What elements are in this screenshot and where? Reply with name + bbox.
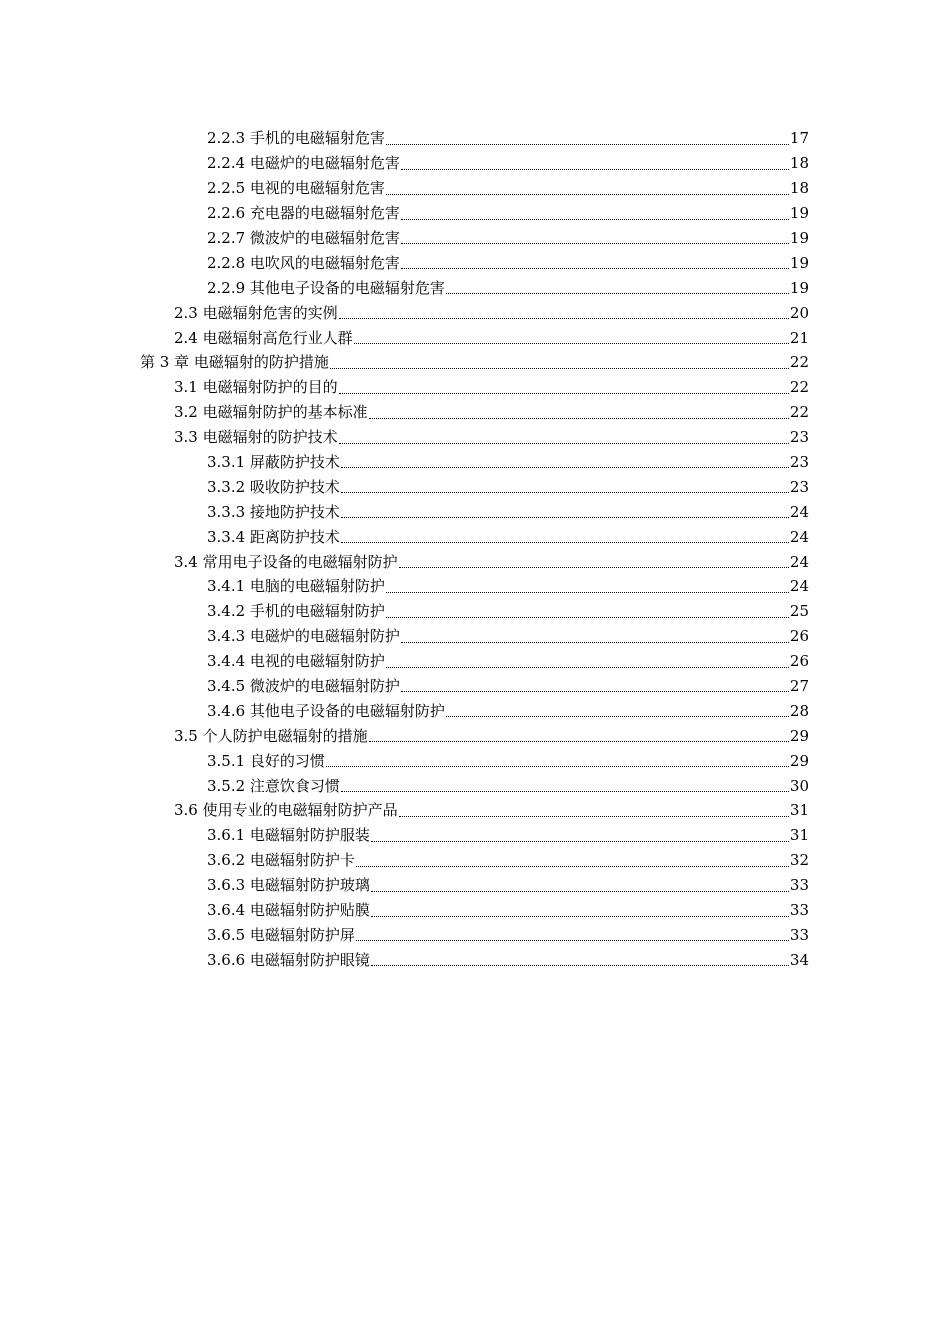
toc-entry[interactable] xyxy=(0,375,950,400)
toc-entry[interactable] xyxy=(0,923,950,948)
toc-entry-page-number: 23 xyxy=(789,453,809,472)
toc-entry-title: 2.2.7 微波炉的电磁辐射危害 xyxy=(207,229,400,247)
toc-entry[interactable] xyxy=(0,574,950,599)
toc-entry-page-number: 22 xyxy=(789,378,809,397)
toc-dot-leader xyxy=(371,890,789,892)
toc-entry-page-number: 18 xyxy=(789,179,809,198)
toc-dot-leader xyxy=(369,417,789,419)
toc-dot-leader xyxy=(371,915,789,917)
toc-entry-title: 3.3.4 距离防护技术 xyxy=(207,527,340,546)
toc-entry[interactable] xyxy=(0,898,950,923)
toc-entry-page-number: 22 xyxy=(789,353,809,372)
toc-entry-page-number: 19 xyxy=(789,229,809,247)
toc-entry-title: 3.3.1 屏蔽防护技术 xyxy=(207,453,340,472)
toc-entry-title: 2.2.5 电视的电磁辐射危害 xyxy=(207,179,385,198)
toc-dot-leader xyxy=(339,442,789,444)
toc-entry-page-number: 23 xyxy=(789,428,809,447)
toc-entry[interactable] xyxy=(0,425,950,450)
toc-dot-leader xyxy=(446,292,789,294)
toc-entry-page-number: 21 xyxy=(789,328,809,347)
toc-entry-title: 3.4.4 电视的电磁辐射防护 xyxy=(207,652,385,671)
toc-entry-page-number: 25 xyxy=(789,602,809,621)
toc-entry-page-number: 18 xyxy=(789,154,809,173)
toc-entry[interactable] xyxy=(0,698,950,723)
toc-entry[interactable] xyxy=(0,126,950,151)
toc-entry-title: 3.6.1 电磁辐射防护服装 xyxy=(207,826,370,845)
toc-dot-leader xyxy=(330,367,789,369)
toc-entry-title: 3.5.1 良好的习惯 xyxy=(207,751,325,770)
toc-entry-title: 3.4.6 其他电子设备的电磁辐射防护 xyxy=(207,701,445,720)
toc-entry-page-number: 29 xyxy=(789,726,809,745)
toc-entry-title: 2.2.8 电吹风的电磁辐射危害 xyxy=(207,253,400,272)
toc-entry-title: 2.2.6 充电器的电磁辐射危害 xyxy=(207,204,400,223)
toc-entry-page-number: 26 xyxy=(789,652,809,671)
toc-entry[interactable] xyxy=(0,226,950,251)
toc-entry[interactable] xyxy=(0,325,950,350)
toc-entry-title: 3.1 电磁辐射防护的目的 xyxy=(174,378,338,397)
toc-entry-title: 3.4.1 电脑的电磁辐射防护 xyxy=(207,577,385,596)
toc-entry-page-number: 28 xyxy=(789,701,809,720)
toc-entry-page-number: 33 xyxy=(789,876,809,895)
toc-dot-leader xyxy=(386,193,789,195)
toc-entry-title: 2.2.4 电磁炉的电磁辐射危害 xyxy=(207,154,400,173)
toc-entry-page-number: 27 xyxy=(789,677,809,696)
toc-dot-leader xyxy=(371,964,789,966)
toc-entry-page-number: 34 xyxy=(789,950,809,969)
toc-entry[interactable] xyxy=(0,400,950,425)
toc-entry-page-number: 33 xyxy=(789,925,809,944)
toc-dot-leader xyxy=(386,666,789,668)
toc-entry-title: 3.6.5 电磁辐射防护屏 xyxy=(207,925,355,944)
toc-dot-leader xyxy=(369,740,789,742)
toc-entry-page-number: 26 xyxy=(789,627,809,646)
toc-entry-title: 2.3 电磁辐射危害的实例 xyxy=(174,303,338,322)
toc-entry-title: 2.2.9 其他电子设备的电磁辐射危害 xyxy=(207,278,445,297)
toc-dot-leader xyxy=(326,765,789,767)
toc-dot-leader xyxy=(401,267,789,269)
toc-entry[interactable] xyxy=(0,350,950,375)
toc-entry-page-number: 17 xyxy=(789,129,809,148)
toc-entry-page-number: 20 xyxy=(789,303,809,322)
toc-entry-title: 3.6 使用专业的电磁辐射防护产品 xyxy=(174,801,398,820)
toc-entry-page-number: 24 xyxy=(789,502,809,521)
toc-entry-page-number: 33 xyxy=(789,901,809,920)
toc-entry-title: 3.6.6 电磁辐射防护眼镜 xyxy=(207,950,370,969)
toc-entry-title: 3.5.2 注意饮食习惯 xyxy=(207,776,340,795)
toc-dot-leader xyxy=(356,939,789,941)
toc-entry-title: 3.5 个人防护电磁辐射的措施 xyxy=(174,726,368,745)
toc-entry-title: 2.4 电磁辐射高危行业人群 xyxy=(174,328,353,347)
toc-entry[interactable] xyxy=(0,748,950,773)
toc-entry-title: 3.4.2 手机的电磁辐射防护 xyxy=(207,602,385,621)
toc-entry-title: 3.4.3 电磁炉的电磁辐射防护 xyxy=(207,627,400,646)
toc-entry-title: 3.3.2 吸收防护技术 xyxy=(207,477,340,496)
toc-dot-leader xyxy=(401,690,789,692)
toc-entry[interactable] xyxy=(0,300,950,325)
toc-entry-page-number: 24 xyxy=(789,527,809,546)
toc-entry[interactable] xyxy=(0,201,950,226)
toc-entry[interactable] xyxy=(0,773,950,798)
toc-dot-leader xyxy=(339,317,789,319)
toc-dot-leader xyxy=(399,566,789,568)
toc-dot-leader xyxy=(446,715,789,717)
toc-entry[interactable] xyxy=(0,474,950,499)
toc-dot-leader xyxy=(399,815,789,817)
toc-dot-leader xyxy=(386,616,789,618)
toc-dot-leader xyxy=(341,466,789,468)
toc-dot-leader xyxy=(401,168,789,170)
toc-entry-title: 3.3 电磁辐射的防护技术 xyxy=(174,428,338,447)
toc-dot-leader xyxy=(401,641,789,643)
toc-entry-title: 第 3 章 电磁辐射的防护措施 xyxy=(140,353,329,372)
toc-entry[interactable] xyxy=(0,151,950,176)
toc-entry-page-number: 24 xyxy=(789,552,809,571)
toc-entry[interactable] xyxy=(0,499,950,524)
toc-entry[interactable] xyxy=(0,549,950,574)
toc-dot-leader xyxy=(341,516,789,518)
toc-dot-leader xyxy=(401,242,789,244)
toc-entry-title: 3.3.3 接地防护技术 xyxy=(207,502,340,521)
toc-entry[interactable] xyxy=(0,250,950,275)
toc-dot-leader xyxy=(386,143,789,145)
toc-entry-title: 3.4.5 微波炉的电磁辐射防护 xyxy=(207,677,400,696)
toc-dot-leader xyxy=(371,840,789,842)
toc-entry-title: 3.4 常用电子设备的电磁辐射防护 xyxy=(174,552,398,571)
toc-entry[interactable] xyxy=(0,599,950,624)
toc-entry[interactable] xyxy=(0,798,950,823)
table-of-contents xyxy=(0,126,950,972)
toc-entry[interactable] xyxy=(0,848,950,873)
toc-entry[interactable] xyxy=(0,176,950,201)
toc-entry-title: 3.2 电磁辐射防护的基本标准 xyxy=(174,403,368,422)
toc-dot-leader xyxy=(341,790,789,792)
toc-entry[interactable] xyxy=(0,873,950,898)
toc-entry[interactable] xyxy=(0,723,950,748)
toc-entry[interactable] xyxy=(0,624,950,649)
toc-entry[interactable] xyxy=(0,450,950,475)
toc-dot-leader xyxy=(386,591,789,593)
toc-entry-title: 3.6.3 电磁辐射防护玻璃 xyxy=(207,876,370,895)
toc-entry-page-number: 31 xyxy=(789,826,809,845)
toc-entry[interactable] xyxy=(0,674,950,699)
toc-entry-page-number: 30 xyxy=(789,776,809,795)
toc-entry-page-number: 31 xyxy=(789,801,809,820)
toc-entry[interactable] xyxy=(0,947,950,972)
toc-entry-page-number: 29 xyxy=(789,751,809,770)
toc-entry[interactable] xyxy=(0,823,950,848)
toc-entry-page-number: 24 xyxy=(789,577,809,596)
toc-dot-leader xyxy=(341,491,789,493)
toc-dot-leader xyxy=(356,865,789,867)
toc-entry-page-number: 22 xyxy=(789,403,809,422)
toc-entry[interactable] xyxy=(0,275,950,300)
toc-entry-title: 3.6.4 电磁辐射防护贴膜 xyxy=(207,901,370,920)
toc-dot-leader xyxy=(401,218,789,220)
toc-entry-title: 2.2.3 手机的电磁辐射危害 xyxy=(207,129,385,148)
toc-entry[interactable] xyxy=(0,649,950,674)
toc-entry[interactable] xyxy=(0,524,950,549)
toc-entry-page-number: 32 xyxy=(789,851,809,870)
toc-entry-title: 3.6.2 电磁辐射防护卡 xyxy=(207,851,355,870)
toc-entry-page-number: 19 xyxy=(789,204,809,223)
toc-dot-leader xyxy=(341,541,789,543)
toc-dot-leader xyxy=(339,392,789,394)
toc-entry-page-number: 19 xyxy=(789,278,809,297)
toc-entry-page-number: 19 xyxy=(789,253,809,272)
toc-dot-leader xyxy=(354,342,789,344)
toc-entry-page-number: 23 xyxy=(789,477,809,496)
